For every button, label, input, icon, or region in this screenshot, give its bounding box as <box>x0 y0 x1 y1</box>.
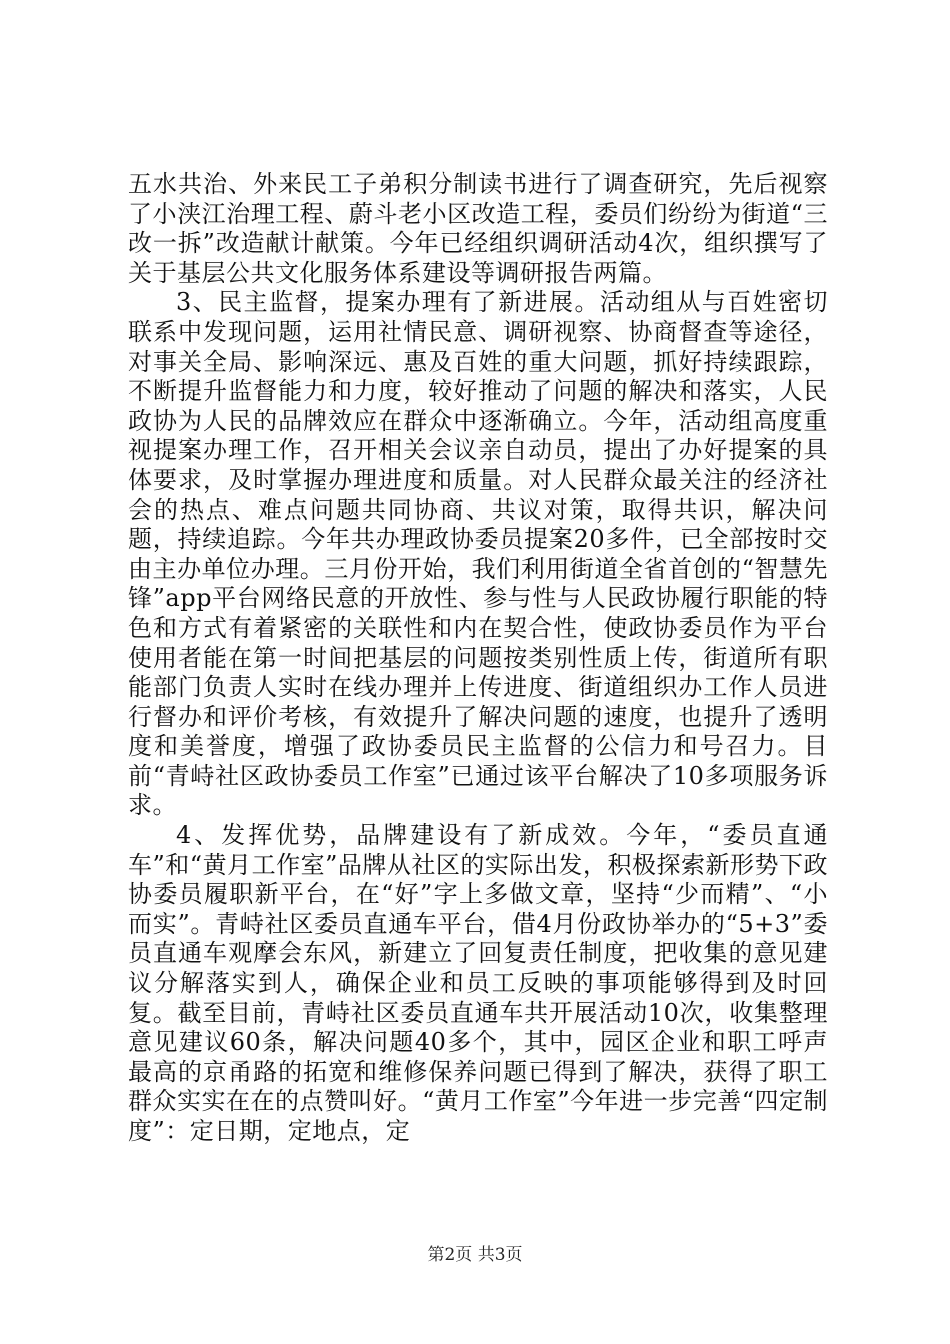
paragraph-continuation: 五水共治、外来民工子弟积分制读书进行了调查研究，先后视察了小浃江治理工程、蔚斗老小区改造工程，委员们纷纷为街道“三改一拆”改造献计献策。今年已经组织调研活动4次，组织撰写了关于基层公共文化服务体系建设等调研报告两篇。 <box>128 170 828 287</box>
document-body <box>128 170 828 1147</box>
paragraph-democratic-supervision: 3、民主监督，提案办理有了新进展。活动组从与百姓密切联系中发现问题，运用社情民意、调研视察、协商督查等途径，对事关全局、影响深远、惠及百姓的重大问题，抓好持续跟踪，不断提升监督能力和力度，较好推动了问题的解决和落实，人民政协为人民的品牌效应在群众中逐渐确立。今年，活动组高度重视提案办理工作，召开相关会议亲自动员，提出了办好提案的具体要求，及时掌握办理进度和质量。对人民群众最关注的经济社会的热点、难点问题共同协商、共议对策，取得共识，解决问题，持续追踪。今年共办理政协委员提案20多件，已全部按时交由主办单位办理。三月份开始，我们利用街道全省首创的“智慧先锋”app平台网络民意的开放性、参与性与人民政协履行职能的特色和方式有着紧密的关联性和内在契合性，使政协委员作为平台使用者能在第一时间把基层的问题按类别性质上传，街道所有职能部门负责人实时在线办理并上传进度、街道组织办工作人员进行督办和评价考核，有效提升了解决问题的速度，也提升了透明度和美誉度，增强了政协委员民主监督的公信力和号召力。目前“青峙社区政协委员工作室”已通过该平台解决了10多项服务诉求。 <box>128 288 828 820</box>
paragraph-brand-building: 4、发挥优势，品牌建设有了新成效。今年，“委员直通车”和“黄月工作室”品牌从社区的实际出发，积极探索新形势下政协委员履职新平台，在“好”字上多做文章，坚持“少而精”、“小而实”。青峙社区委员直通车平台，借4月份政协举办的“5+3”委员直通车观摩会东风，新建立了回复责任制度，把收集的意见建议分解落实到人，确保企业和员工反映的事项能够得到及时回复。截至目前，青峙社区委员直通车共开展活动10次，收集整理意见建议60条，解决问题40多个，其中，园区企业和职工呼声最高的京甬路的拓宽和维修保养问题已得到了解决，获得了职工群众实实在在的点赞叫好。“黄月工作室”今年进一步完善“四定制度”：定日期，定地点，定 <box>128 821 828 1145</box>
page-number-footer: 第2页 共3页 <box>427 1245 523 1265</box>
